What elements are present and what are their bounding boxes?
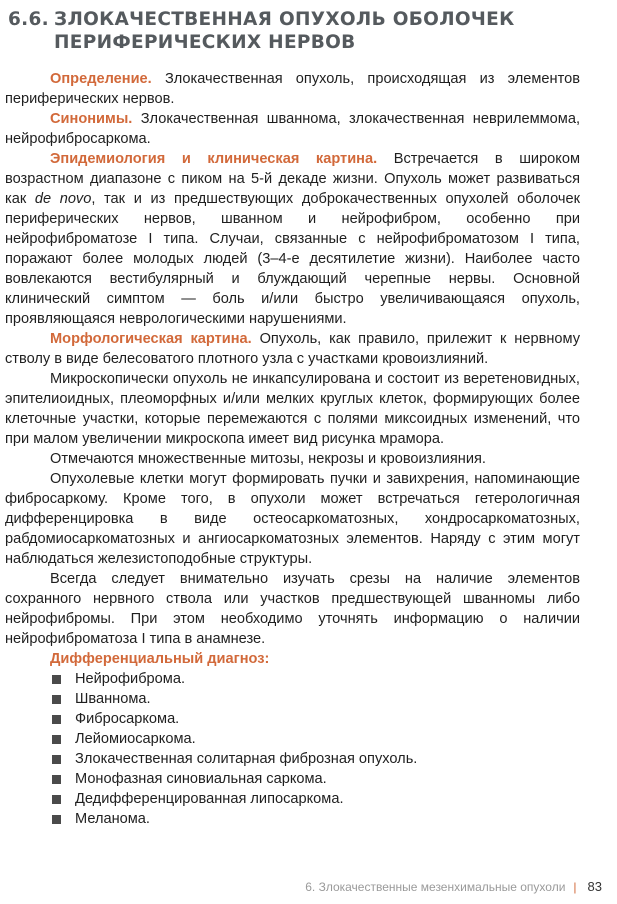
morphology-paragraph (5, 329, 580, 369)
advice-paragraph: Всегда следует внимательно изучать срезы на наличие элементов сохранного нервного ствола или участков предшествующей шванномы либо нейрофибромы. При этом необходимо уточнять информацию о наличии нейрофиброматоза I типа в анамнезе. (5, 571, 580, 647)
synonyms-term: Синонимы. (50, 111, 133, 127)
section-heading (8, 8, 608, 54)
synonyms-text: Злокачественная шваннома, злокачественная неврилеммома, нейрофибросаркома. (5, 111, 580, 147)
epidemiology-term: Эпидемиология и клиническая картина. (50, 151, 378, 167)
square-bullet-icon (52, 775, 61, 784)
list-item (50, 809, 580, 829)
page-footer (305, 879, 602, 894)
definition-term: Определение. (50, 71, 152, 87)
article-body (5, 69, 580, 829)
square-bullet-icon (52, 695, 61, 704)
square-bullet-icon (52, 815, 61, 824)
list-item (50, 689, 580, 709)
list-item-label: Дедифференцированная липосаркома. (75, 791, 344, 807)
differentiation-paragraph: Опухолевые клетки могут формировать пучки и завихрения, напоминающие фибросаркому. Кроме того, в опухоли может встречаться гетерологичная дифференцировка в виде остеосаркоматозных, хондросаркоматозных, рабдомиосаркоматозных и ангиосаркоматозных элементов. Наряду с этим могут наблюдаться железистоподобные структуры. (5, 471, 580, 567)
section-number: 6.6. (8, 9, 50, 30)
definition-text: Злокачественная опухоль, происходящая из элементов периферических нервов. (5, 71, 580, 107)
list-item (50, 769, 580, 789)
heading-line-2: ПЕРИФЕРИЧЕСКИХ НЕРВОВ (54, 32, 356, 53)
list-item-label: Лейомиосаркома. (75, 731, 196, 747)
ddx-title: Дифференциальный диагноз: (50, 651, 270, 667)
list-item-label: Шваннома. (75, 691, 151, 707)
list-item (50, 729, 580, 749)
heading-title-1: ЗЛОКАЧЕСТВЕННАЯ ОПУХОЛЬ ОБОЛОЧЕК (54, 9, 515, 30)
list-item (50, 669, 580, 689)
epidemiology-text-1: Встречается в широком возрастном диапазоне с пиком на 5-й декаде жизни. Опухоль может развиваться как (5, 151, 580, 207)
footer-separator: | (573, 880, 577, 894)
morphology-text: Опухоль, как правило, прилежит к нервному стволу в виде белесоватого плотного узла с участками кровоизлияний. (5, 331, 580, 367)
morphology-term: Морфологическая картина. (50, 331, 252, 347)
synonyms-paragraph (5, 109, 580, 149)
footer-chapter: 6. Злокачественные мезенхимальные опухоли (305, 880, 566, 894)
square-bullet-icon (52, 715, 61, 724)
list-item-label: Меланома. (75, 811, 150, 827)
ddx-list (5, 669, 580, 829)
list-item (50, 709, 580, 729)
list-item (50, 749, 580, 769)
square-bullet-icon (52, 795, 61, 804)
page-number: 83 (587, 879, 602, 894)
square-bullet-icon (52, 735, 61, 744)
list-item (50, 789, 580, 809)
epidemiology-italic: de novo (34, 191, 92, 207)
epidemiology-paragraph (5, 149, 580, 329)
epidemiology-text-2: , так и из предшествующих доброкачественных опухолей оболочек периферических нервов, шванном и нейрофибром, особенно при нейрофиброматозе I типа. Случаи, связанные с нейрофиброматозом I типа, поражают более молодых людей (3–4-е десятилетие жизни). Наиболее часто вовлекаются вестибулярный и блуждающий черепные нервы. Основной клинический симптом — боль и/или быстро увеличивающаяся опухоль, проявляющаяся неврологическими нарушениями. (5, 191, 581, 327)
list-item-label: Нейрофиброма. (75, 671, 185, 687)
square-bullet-icon (52, 675, 61, 684)
list-item-label: Монофазная синовиальная саркома. (75, 771, 327, 787)
list-item-label: Злокачественная солитарная фиброзная опухоль. (75, 751, 418, 767)
mitoses-paragraph: Отмечаются множественные митозы, некрозы и кровоизлияния. (50, 451, 486, 467)
microscopy-paragraph: Микроскопически опухоль не инкапсулирована и состоит из веретеновидных, эпителиоидных, плеоморфных и/или мелких круглых клеток, формирующих более клеточные участки, которые перемежаются с полями миксоидных изменений, что при малом увеличении микроскопа имеет вид рисунка мрамора. (5, 371, 580, 447)
square-bullet-icon (52, 755, 61, 764)
definition-paragraph (5, 69, 580, 109)
heading-line-1 (8, 8, 608, 31)
list-item-label: Фибросаркома. (75, 711, 180, 727)
